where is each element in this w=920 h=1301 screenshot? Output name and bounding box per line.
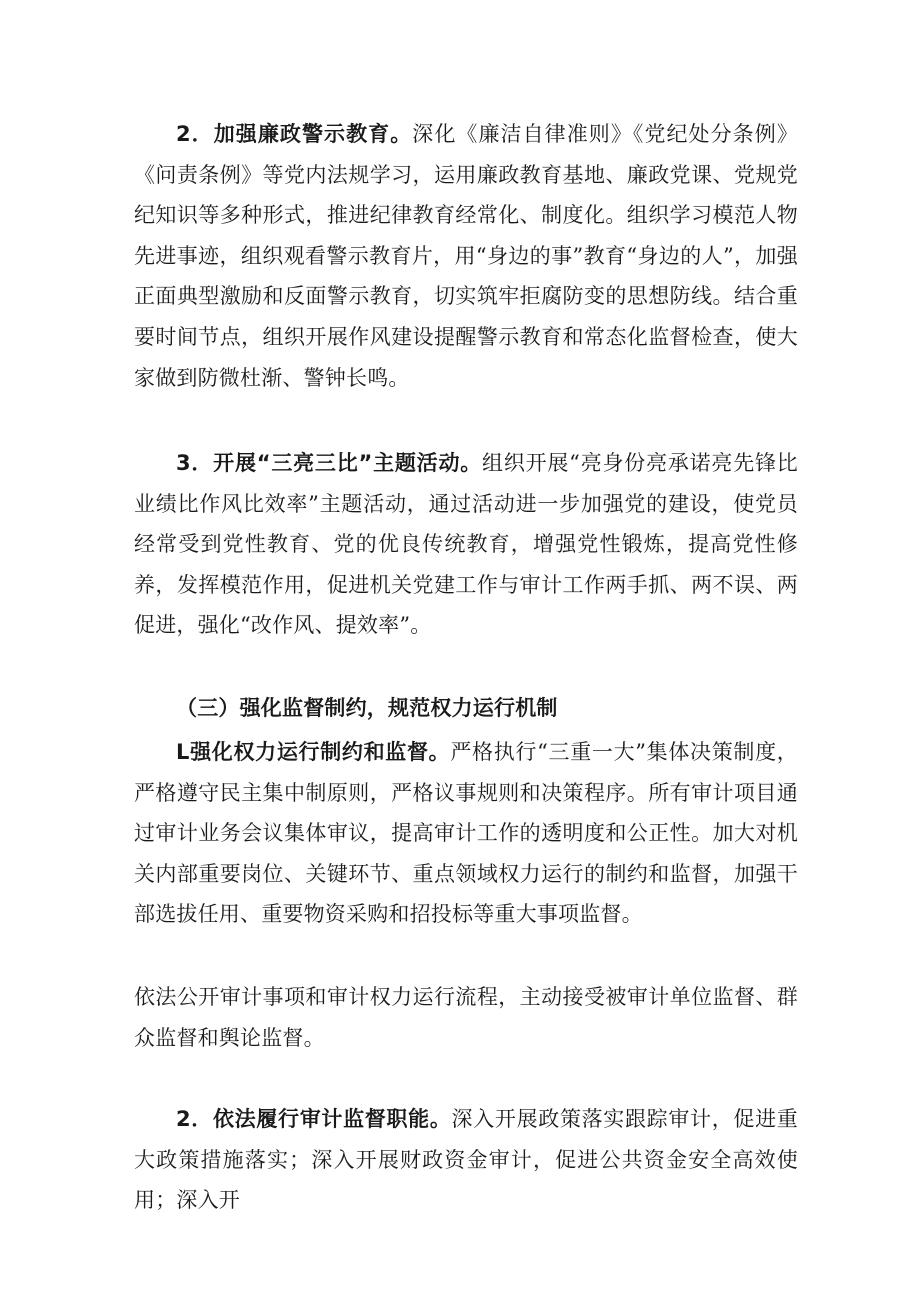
paragraph-warning-education bbox=[134, 114, 798, 398]
paragraph-body: 组织开展“亮身份亮承诺亮先锋比业绩比作风比效率”主题活动，通过活动进一步加强党的建设，使党员经常受到党性教育、党的优良传统教育，增强党性锻炼，提高党性修养，发挥模范作用，促进机关党建工作与审计工作两手抓、两不误、两促进，强化“改作风、提效率”。 bbox=[134, 451, 798, 638]
section-heading-text: （三）强化监督制约，规范权力运行机制 bbox=[176, 696, 558, 720]
paragraph-public-disclosure bbox=[134, 977, 798, 1058]
paragraph-lead: 2．加强廉政警示教育。 bbox=[176, 122, 413, 146]
paragraph-lead: 3．开展“三亮三比”主题活动。 bbox=[176, 451, 483, 475]
paragraph-lead: 2．依法履行审计监督职能。 bbox=[176, 1107, 452, 1131]
paragraph-three-bright-activity bbox=[134, 443, 798, 646]
paragraph-body: 严格执行“三重一大”集体决策制度，严格遵守民主集中制原则，严格议事规则和决策程序。所有审计项目通过审计业务会议集体审议，提高审计工作的透明度和公正性。加大对机关内部重要岗位、关键环节、重点领域权力运行的制约和监督，加强干部选拔任用、重要物资采购和招投标等重大事项监督。 bbox=[134, 740, 799, 927]
section-heading bbox=[134, 688, 798, 729]
paragraph-body: 深入开展政策落实跟踪审计，促进重大政策措施落实；深入开展财政资金审计，促进公共资金安全高效使用；深入开 bbox=[134, 1107, 798, 1213]
paragraph-body: 依法公开审计事项和审计权力运行流程，主动接受被审计单位监督、群众监督和舆论监督。 bbox=[134, 985, 798, 1050]
paragraph-body: 深化《廉洁自律准则》《党纪处分条例》《问责条例》等党内法规学习，运用廉政教育基地、廉政党课、党规党纪知识等多种形式，推进纪律教育经常化、制度化。组织学习模范人物先进事迹，组织观看警示教育片，用“身边的事”教育“身边的人”，加强正面典型激励和反面警示教育，切实筑牢拒腐防变的思想防线。结合重要时间节点，组织开展作风建设提醒警示教育和常态化监督检查，使大家做到防微杜渐、警钟长鸣。 bbox=[134, 122, 798, 390]
paragraph-power-supervision bbox=[134, 732, 798, 935]
paragraph-audit-duties bbox=[134, 1099, 798, 1221]
paragraph-lead: L强化权力运行制约和监督。 bbox=[176, 740, 451, 764]
